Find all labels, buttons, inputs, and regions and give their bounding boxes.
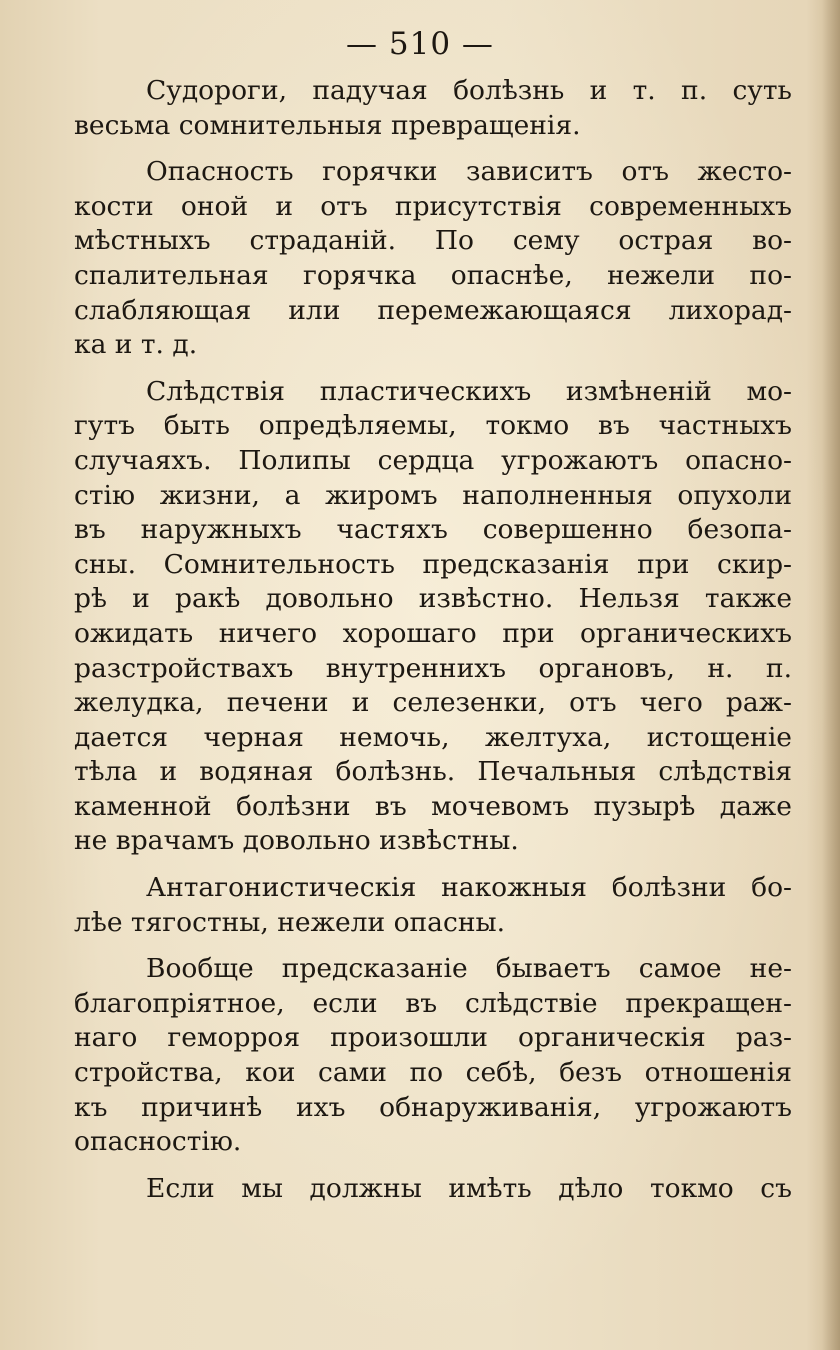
text-line: Судороги, падучая болѣзнь и т. п. суть <box>146 75 792 106</box>
text-line: случаяхъ. Полипы сердца угрожаютъ опасно- <box>74 444 792 476</box>
text-line: разстройствахъ внутреннихъ органовъ, н. п. <box>74 652 792 684</box>
text-line: тѣла и водяная болѣзнь. Печальныя слѣдствія <box>74 756 792 788</box>
text-line: весьма сомнительныя превращенія. <box>74 109 581 141</box>
text-line: каменной болѣзни въ мочевомъ пузырѣ даже <box>74 790 792 822</box>
text-line: къ причинѣ ихъ обнаруживанія, угрожаютъ <box>74 1091 792 1123</box>
text-line: спалительная горячка опаснѣе, нежели по- <box>74 259 792 291</box>
page-number: — 510 — <box>346 26 494 62</box>
paragraph <box>74 155 792 363</box>
text-line: стію жизни, а жиромъ наполненныя опухоли <box>74 479 792 511</box>
body-text <box>74 74 792 1206</box>
text-line: ка и т. д. <box>74 329 198 361</box>
text-line: лѣе тягостны, нежели опасны. <box>74 906 506 938</box>
paragraph <box>74 74 792 143</box>
text-line: Слѣдствія пластическихъ измѣненій мо- <box>146 375 792 407</box>
text-line: опасностію. <box>74 1126 242 1158</box>
paragraph <box>74 952 792 1160</box>
text-line: ожидать ничего хорошаго при органическихъ <box>74 617 792 649</box>
text-line: дается черная немочь, желтуха, истощеніе <box>74 721 792 753</box>
paragraph <box>74 375 792 859</box>
text-line: кости оной и отъ присутствія современныхъ <box>74 190 792 222</box>
paragraph <box>74 1172 792 1207</box>
text-line: сны. Сомнительность предсказанія при скир- <box>74 548 792 580</box>
paragraph <box>74 871 792 940</box>
text-line: Опасность горячки зависитъ отъ жесто- <box>146 156 792 188</box>
text-line: слабляющая или перемежающаяся лихорад- <box>74 294 792 326</box>
text-line: Антагонистическія накожныя болѣзни бо- <box>146 872 792 904</box>
text-line: не врачамъ довольно извѣстны. <box>74 825 519 857</box>
text-line: желудка, печени и селезенки, отъ чего раж- <box>74 687 792 719</box>
text-line: стройства, кои сами по себѣ, безъ отношенія <box>74 1057 792 1089</box>
text-line: въ наружныхъ частяхъ совершенно безопа- <box>74 514 792 546</box>
text-line: Если мы должны имѣть дѣло токмо съ <box>146 1172 792 1204</box>
text-line: мѣстныхъ страданій. По сему острая во- <box>74 225 792 257</box>
text-line: наго геморроя произошли органическія раз- <box>74 1022 792 1054</box>
page-edge-shadow <box>822 0 840 1350</box>
text-line: благопріятное, если въ слѣдствіе прекращен- <box>74 987 792 1019</box>
text-line: рѣ и ракѣ довольно извѣстно. Нельзя также <box>74 583 792 615</box>
text-line: Вообще предсказаніе бываетъ самое не- <box>146 953 792 985</box>
text-line: гутъ быть опредѣляемы, токмо въ частныхъ <box>74 410 792 442</box>
